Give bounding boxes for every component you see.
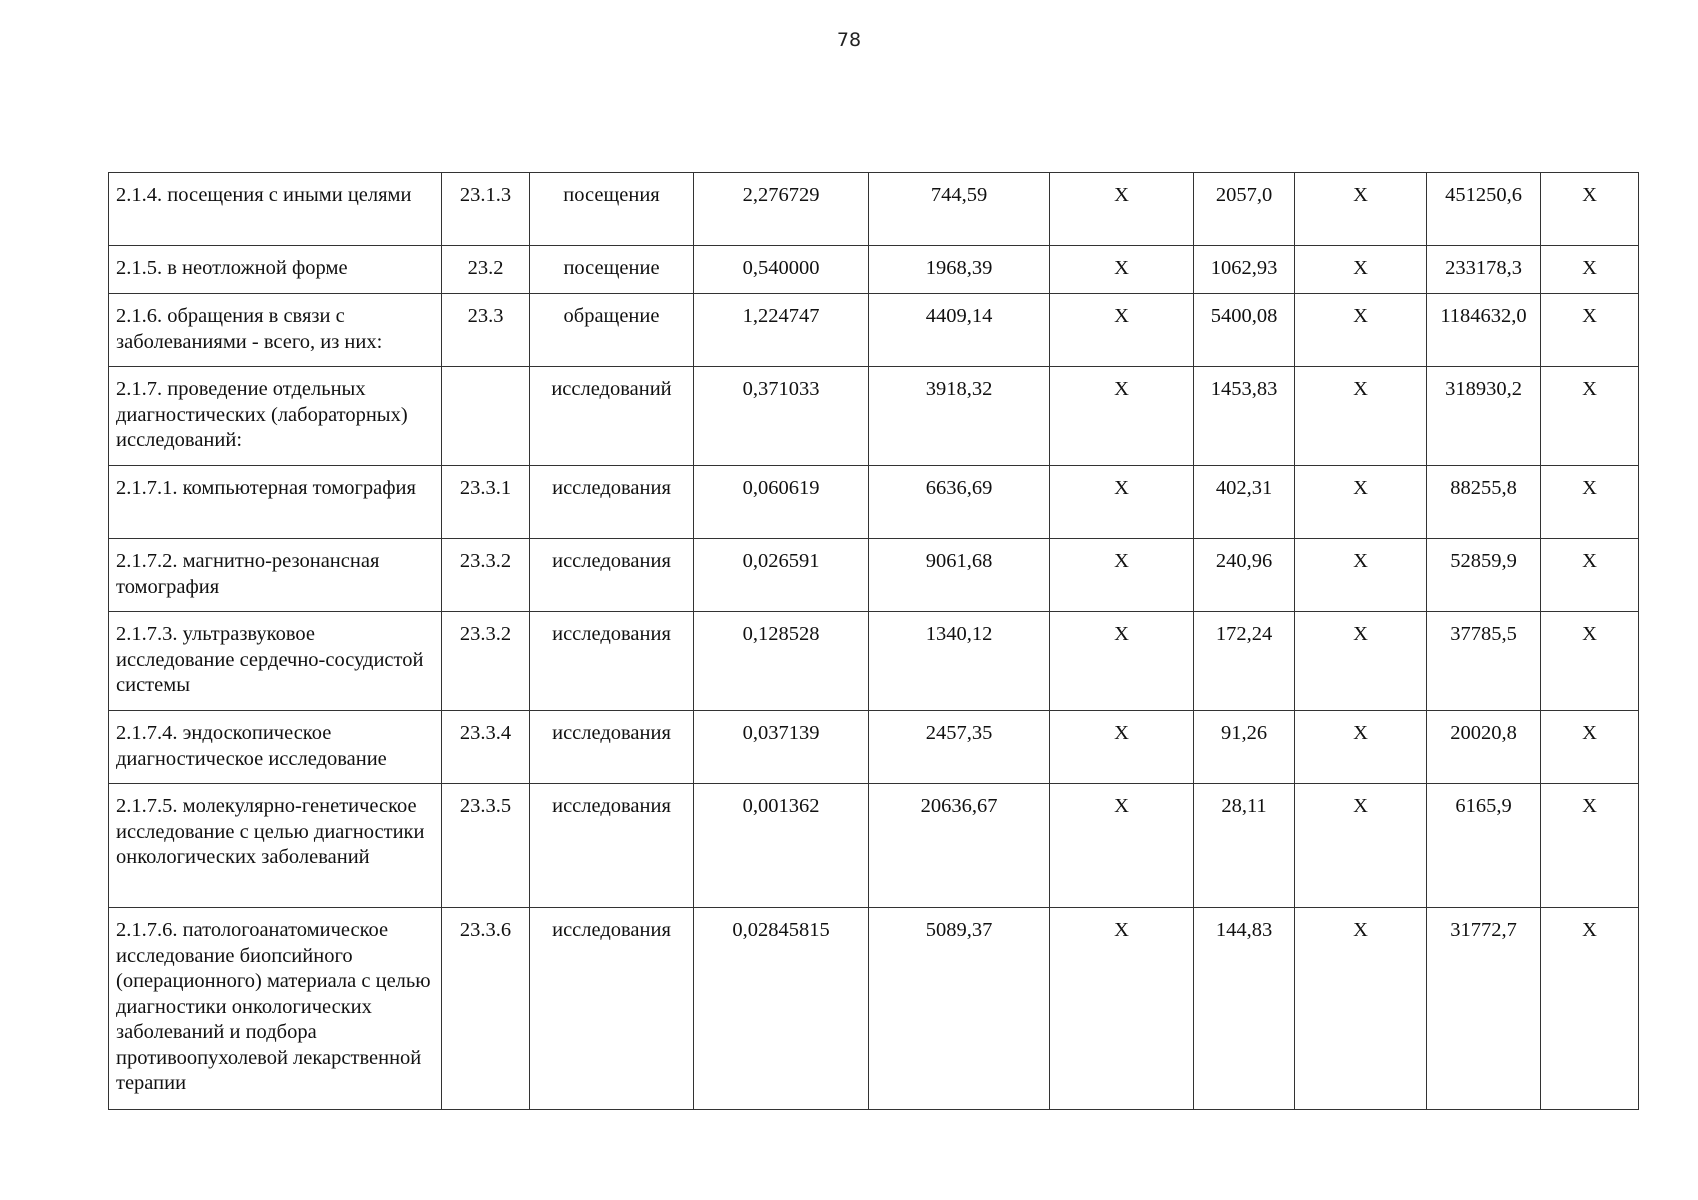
- row-name-cell: 2.1.7.6. патологоанатомическое исследование биопсийного (операционного) материала с целью диагностики онкологических заболеваний и подбора противоопухолевой лекарственной терапии: [109, 908, 442, 1110]
- row-value-cell: 2457,35: [869, 711, 1050, 784]
- row-unit-cell: исследования: [530, 612, 694, 711]
- row-x-cell: X: [1541, 539, 1639, 612]
- row-value-cell: 0,540000: [694, 246, 869, 294]
- table-body: [109, 173, 1639, 1110]
- row-x-cell: X: [1295, 784, 1427, 908]
- row-code-cell: 23.2: [442, 246, 530, 294]
- row-x-cell: X: [1295, 711, 1427, 784]
- row-value-cell: 9061,68: [869, 539, 1050, 612]
- row-value-cell: 172,24: [1194, 612, 1295, 711]
- table-row: [109, 173, 1639, 246]
- row-value-cell: 240,96: [1194, 539, 1295, 612]
- table-row: [109, 367, 1639, 466]
- row-value-cell: 2057,0: [1194, 173, 1295, 246]
- row-name-cell: 2.1.5. в неотложной форме: [109, 246, 442, 294]
- row-value-cell: 1340,12: [869, 612, 1050, 711]
- row-name-cell: 2.1.6. обращения в связи с заболеваниями - всего, из них:: [109, 294, 442, 367]
- row-value-cell: 0,371033: [694, 367, 869, 466]
- row-x-cell: X: [1295, 246, 1427, 294]
- row-name-cell: 2.1.7.3. ультразвуковое исследование сердечно-сосудистой системы: [109, 612, 442, 711]
- row-x-cell: X: [1295, 294, 1427, 367]
- row-x-cell: X: [1050, 539, 1194, 612]
- row-x-cell: X: [1541, 784, 1639, 908]
- row-unit-cell: исследования: [530, 908, 694, 1110]
- table-row: [109, 711, 1639, 784]
- row-x-cell: X: [1541, 711, 1639, 784]
- row-value-cell: 0,026591: [694, 539, 869, 612]
- row-x-cell: X: [1050, 466, 1194, 539]
- row-value-cell: 6636,69: [869, 466, 1050, 539]
- table-row: [109, 294, 1639, 367]
- row-x-cell: X: [1541, 466, 1639, 539]
- row-x-cell: X: [1050, 784, 1194, 908]
- row-value-cell: 4409,14: [869, 294, 1050, 367]
- row-code-cell: 23.3.6: [442, 908, 530, 1110]
- row-value-cell: 233178,3: [1427, 246, 1541, 294]
- row-x-cell: X: [1050, 612, 1194, 711]
- row-value-cell: 744,59: [869, 173, 1050, 246]
- row-code-cell: 23.3.1: [442, 466, 530, 539]
- row-x-cell: X: [1295, 612, 1427, 711]
- row-x-cell: X: [1295, 367, 1427, 466]
- row-x-cell: X: [1050, 246, 1194, 294]
- row-x-cell: X: [1295, 539, 1427, 612]
- row-code-cell: [442, 367, 530, 466]
- row-value-cell: 0,060619: [694, 466, 869, 539]
- table-row: [109, 908, 1639, 1110]
- row-code-cell: 23.3.4: [442, 711, 530, 784]
- row-value-cell: 5089,37: [869, 908, 1050, 1110]
- row-value-cell: 1,224747: [694, 294, 869, 367]
- row-x-cell: X: [1295, 466, 1427, 539]
- row-x-cell: X: [1295, 908, 1427, 1110]
- row-value-cell: 28,11: [1194, 784, 1295, 908]
- row-x-cell: X: [1541, 294, 1639, 367]
- row-name-cell: 2.1.7.5. молекулярно-генетическое исследование с целью диагностики онкологических заболеваний: [109, 784, 442, 908]
- row-x-cell: X: [1541, 367, 1639, 466]
- row-value-cell: 0,02845815: [694, 908, 869, 1110]
- row-value-cell: 451250,6: [1427, 173, 1541, 246]
- row-name-cell: 2.1.4. посещения с иными целями: [109, 173, 442, 246]
- row-unit-cell: обращение: [530, 294, 694, 367]
- row-unit-cell: посещения: [530, 173, 694, 246]
- table-row: [109, 246, 1639, 294]
- row-x-cell: X: [1541, 173, 1639, 246]
- row-value-cell: 0,001362: [694, 784, 869, 908]
- row-x-cell: X: [1050, 173, 1194, 246]
- table-row: [109, 612, 1639, 711]
- row-value-cell: 6165,9: [1427, 784, 1541, 908]
- row-value-cell: 0,037139: [694, 711, 869, 784]
- row-x-cell: X: [1050, 367, 1194, 466]
- row-value-cell: 1184632,0: [1427, 294, 1541, 367]
- row-unit-cell: посещение: [530, 246, 694, 294]
- row-name-cell: 2.1.7.2. магнитно-резонансная томография: [109, 539, 442, 612]
- row-code-cell: 23.3.2: [442, 539, 530, 612]
- row-name-cell: 2.1.7. проведение отдельных диагностических (лабораторных) исследований:: [109, 367, 442, 466]
- row-unit-cell: исследований: [530, 367, 694, 466]
- row-code-cell: 23.3.2: [442, 612, 530, 711]
- row-value-cell: 5400,08: [1194, 294, 1295, 367]
- row-value-cell: 91,26: [1194, 711, 1295, 784]
- row-value-cell: 20636,67: [869, 784, 1050, 908]
- row-x-cell: X: [1050, 294, 1194, 367]
- row-x-cell: X: [1050, 711, 1194, 784]
- row-name-cell: 2.1.7.1. компьютерная томография: [109, 466, 442, 539]
- row-code-cell: 23.3.5: [442, 784, 530, 908]
- table-row: [109, 539, 1639, 612]
- row-value-cell: 31772,7: [1427, 908, 1541, 1110]
- table-row: [109, 466, 1639, 539]
- row-name-cell: 2.1.7.4. эндоскопическое диагностическое исследование: [109, 711, 442, 784]
- row-x-cell: X: [1541, 246, 1639, 294]
- row-unit-cell: исследования: [530, 784, 694, 908]
- row-value-cell: 318930,2: [1427, 367, 1541, 466]
- row-x-cell: X: [1541, 612, 1639, 711]
- row-x-cell: X: [1295, 173, 1427, 246]
- data-table: [108, 172, 1639, 1110]
- row-unit-cell: исследования: [530, 539, 694, 612]
- row-value-cell: 52859,9: [1427, 539, 1541, 612]
- row-value-cell: 1453,83: [1194, 367, 1295, 466]
- row-value-cell: 20020,8: [1427, 711, 1541, 784]
- row-value-cell: 0,128528: [694, 612, 869, 711]
- row-value-cell: 88255,8: [1427, 466, 1541, 539]
- row-value-cell: 2,276729: [694, 173, 869, 246]
- row-unit-cell: исследования: [530, 466, 694, 539]
- row-code-cell: 23.3: [442, 294, 530, 367]
- table-row: [109, 784, 1639, 908]
- row-value-cell: 1968,39: [869, 246, 1050, 294]
- row-value-cell: 144,83: [1194, 908, 1295, 1110]
- row-unit-cell: исследования: [530, 711, 694, 784]
- row-value-cell: 1062,93: [1194, 246, 1295, 294]
- row-value-cell: 37785,5: [1427, 612, 1541, 711]
- row-x-cell: X: [1050, 908, 1194, 1110]
- row-code-cell: 23.1.3: [442, 173, 530, 246]
- row-value-cell: 402,31: [1194, 466, 1295, 539]
- page-number: 78: [836, 29, 862, 51]
- row-value-cell: 3918,32: [869, 367, 1050, 466]
- row-x-cell: X: [1541, 908, 1639, 1110]
